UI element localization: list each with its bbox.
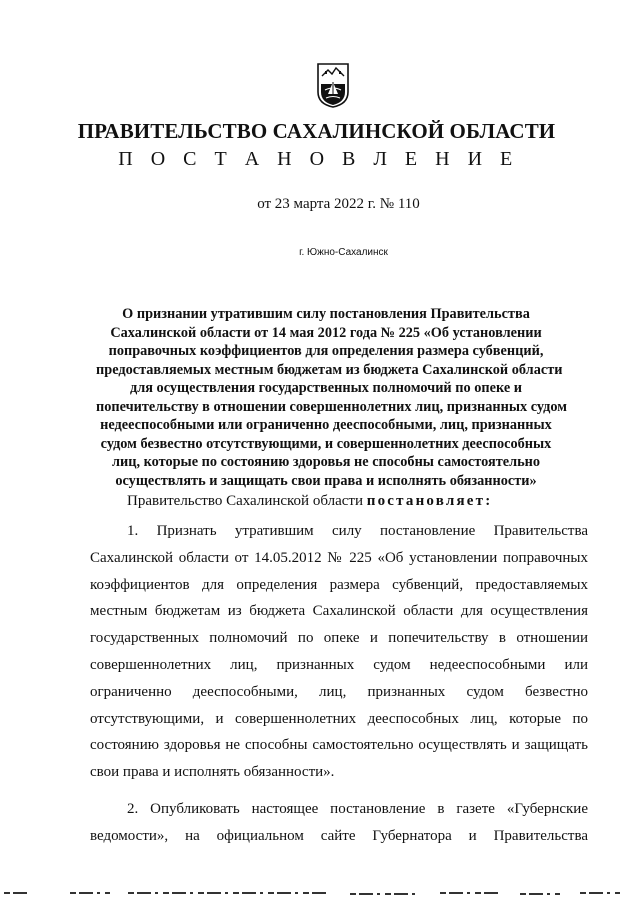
paragraph-line: государственных полномочий по опеке и попечительству в отношении [90,630,588,647]
paragraph-line: ограниченно дееспособными, лиц, признанных судом безвестно [90,683,588,700]
title-line: для осуществления государственных полномочий по опеке и [130,380,522,396]
paragraph-line: 2. Опубликовать настоящее постановление в газете «Губернские [127,800,588,817]
paragraph-line: отсутствующими, и совершеннолетних дееспособных лиц, которые по [90,710,588,727]
title-line: лиц, которые по состоянию здоровья не способны самостоятельно [111,454,541,470]
paragraph-line: состоянию здоровья не способны самостоятельно осуществлять и защищать [90,737,588,754]
coat-of-arms-icon [316,62,350,108]
paragraph-line: Сахалинской области от 14.05.2012 № 225 «Об установлении поправочных [90,549,588,566]
paragraph-line: 1. Признать утратившим силу постановление Правительства [127,523,588,539]
document-date-number: от 23 марта 2022 г. № 110 [257,196,420,212]
title-line: О признании утратившим силу постановления Правительства [122,306,530,322]
document-title [96,305,567,490]
title-line: предоставляемых местным бюджетам из бюджета Сахалинской области [96,361,563,378]
paragraph-line: местным бюджетам из бюджета Сахалинской области для осуществления [90,603,588,620]
organization-name: ПРАВИТЕЛЬСТВО САХАЛИНСКОЙ ОБЛАСТИ [77,119,556,143]
title-line: попечительству в отношении совершеннолетних лиц, признанных судом [96,398,567,415]
title-line: осуществлять и защищать свои права и исполнять обязанности» [115,472,537,489]
document-type: П О С Т А Н О В Л Е Н И Е [118,148,519,170]
intro-text: Правительство Сахалинской области [127,493,363,509]
paragraph-line: совершеннолетних лиц, признанных судом недееспособными или [90,656,588,673]
paragraph-line: свои права и исполнять обязанности». [90,764,335,781]
document-body [90,518,588,850]
resolution-intro [127,493,492,510]
title-line: Сахалинской области от 14 мая 2012 года № 225 «Об установлении [110,324,542,341]
intro-emphasis: постановляет: [366,493,493,509]
title-line: поправочных коэффициентов для определения размера субвенций, [108,343,544,359]
scan-artifact-line [0,888,633,898]
title-line: недееспособными или ограниченно дееспособными, лиц, признанных [100,417,552,433]
paragraph-line: коэффициентов для определения размера субвенций, предоставляемых [90,576,588,593]
paragraph-1 [90,518,588,786]
paragraph-line: ведомости», на официальном сайте Губернатора и Правительства [90,827,588,844]
paragraph-2 [90,796,588,850]
title-line: судом безвестно отсутствующими, и совершеннолетних дееспособных [100,435,552,452]
document-city: г. Южно-Сахалинск [299,247,388,258]
